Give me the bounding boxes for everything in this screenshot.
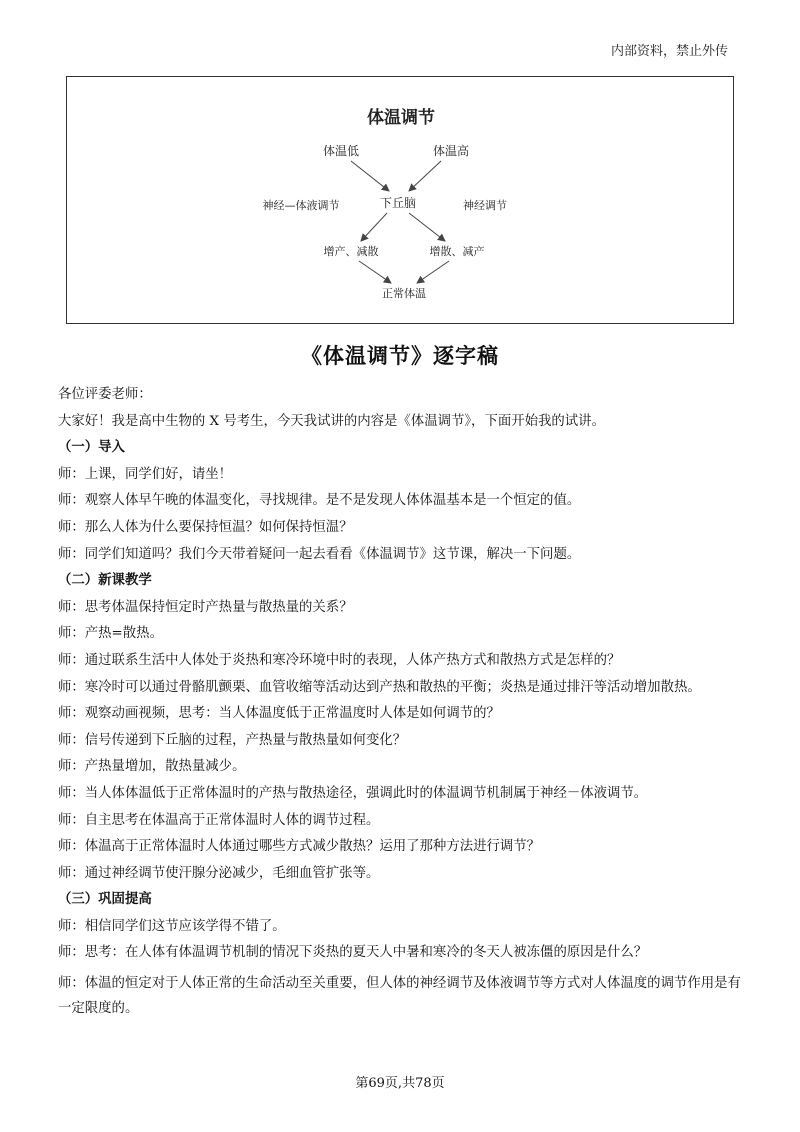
- arrow-center-to-left: [361, 213, 387, 241]
- transcript-line: 师：体温的恒定对于人体正常的生命活动至关重要，但人体的神经调节及体液调节等方式对人体温度的调节作用是有一定限度的。: [58, 976, 741, 1017]
- header-note: 内部资料，禁止外传: [610, 44, 728, 59]
- node-right-mechanism: 神经调节: [463, 199, 507, 212]
- transcript-line: 师：同学们知道吗？我们今天带着疑问一起去看看《体温调节》这节课，解决一下问题。: [58, 546, 581, 562]
- thermoregulation-diagram: [67, 77, 735, 325]
- transcript-line: 师：当人体体温低于正常体温时的产热与散热途径，强调此时的体温调节机制属于神经－体液调节。: [58, 785, 648, 801]
- transcript-line: 师：体温高于正常体温时人体通过哪些方式减少散热？运用了那种方法进行调节？: [58, 839, 541, 855]
- transcript-line: 师：那么人体为什么要保持恒温？如何保持恒温？: [58, 519, 353, 535]
- transcript-line: 师：相信同学们这节应该学得不错了。: [58, 918, 286, 934]
- node-left-mechanism: 神经—体液调节: [262, 199, 340, 212]
- node-bottom: 正常体温: [382, 287, 426, 300]
- node-right-outcome: 增散、减产: [429, 245, 485, 258]
- node-center: 下丘脑: [379, 196, 417, 210]
- node-high: 体温高: [432, 144, 470, 158]
- transcript-line: 师：观察人体早午晚的体温变化，寻找规律。是不是发现人体体温基本是一个恒定的值。: [58, 493, 581, 509]
- transcript-line: 师：寒冷时可以通过骨骼肌颤栗、血管收缩等活动达到产热和散热的平衡；炎热是通过排汗等活动增加散热。: [58, 679, 701, 695]
- document-title: 《体温调节》逐字稿: [301, 344, 499, 368]
- transcript-body: [58, 386, 748, 1021]
- transcript-line: 师：思考：在人体有体温调节机制的情况下炎热的夏天人中暑和寒冷的冬天人被冻僵的原因是什么？: [58, 945, 648, 961]
- transcript-line: 师：产热=散热。: [58, 626, 163, 642]
- arrow-left-to-bottom: [359, 261, 391, 283]
- transcript-line: 师：通过联系生活中人体处于炎热和寒冷环境中时的表现，人体产热方式和散热方式是怎样的？: [58, 652, 621, 668]
- arrow-low-to-center: [351, 161, 389, 191]
- transcript-line: 大家好！我是高中生物的 X 号考生，今天我试讲的内容是《体温调节》，下面开始我的试讲。: [58, 413, 605, 429]
- diagram-box: [66, 76, 734, 324]
- transcript-line: 师：信号传递到下丘脑的过程，产热量与散热量如何变化？: [58, 732, 407, 748]
- transcript-line: 师：思考体温保持恒定时产热量与散热量的关系？: [58, 599, 353, 615]
- node-low: 体温低: [322, 144, 360, 158]
- diagram-title: 体温调节: [367, 108, 435, 128]
- section-heading: （一）导入: [58, 440, 125, 456]
- transcript-line: 师：产热量增加，散热量减少。: [58, 759, 246, 775]
- transcript-line: 师：通过神经调节使汗腺分泌减少，毛细血管扩张等。: [58, 865, 380, 881]
- arrow-center-to-right: [409, 213, 445, 241]
- page-footer: 第69页,共78页: [355, 1076, 445, 1091]
- transcript-line: 师：观察动画视频，思考：当人体温度低于正常温度时人体是如何调节的？: [58, 706, 500, 722]
- section-heading: （二）新课教学: [58, 573, 152, 589]
- transcript-line: 各位评委老师：: [58, 387, 152, 402]
- section-heading: （三）巩固提高: [58, 892, 152, 908]
- transcript-line: 师：上课，同学们好，请坐！: [58, 466, 233, 482]
- node-left-outcome: 增产、减散: [323, 245, 379, 258]
- transcript-line: 师：自主思考在体温高于正常体温时人体的调节过程。: [58, 812, 380, 828]
- arrow-high-to-center: [409, 161, 441, 191]
- arrow-right-to-bottom: [417, 261, 449, 283]
